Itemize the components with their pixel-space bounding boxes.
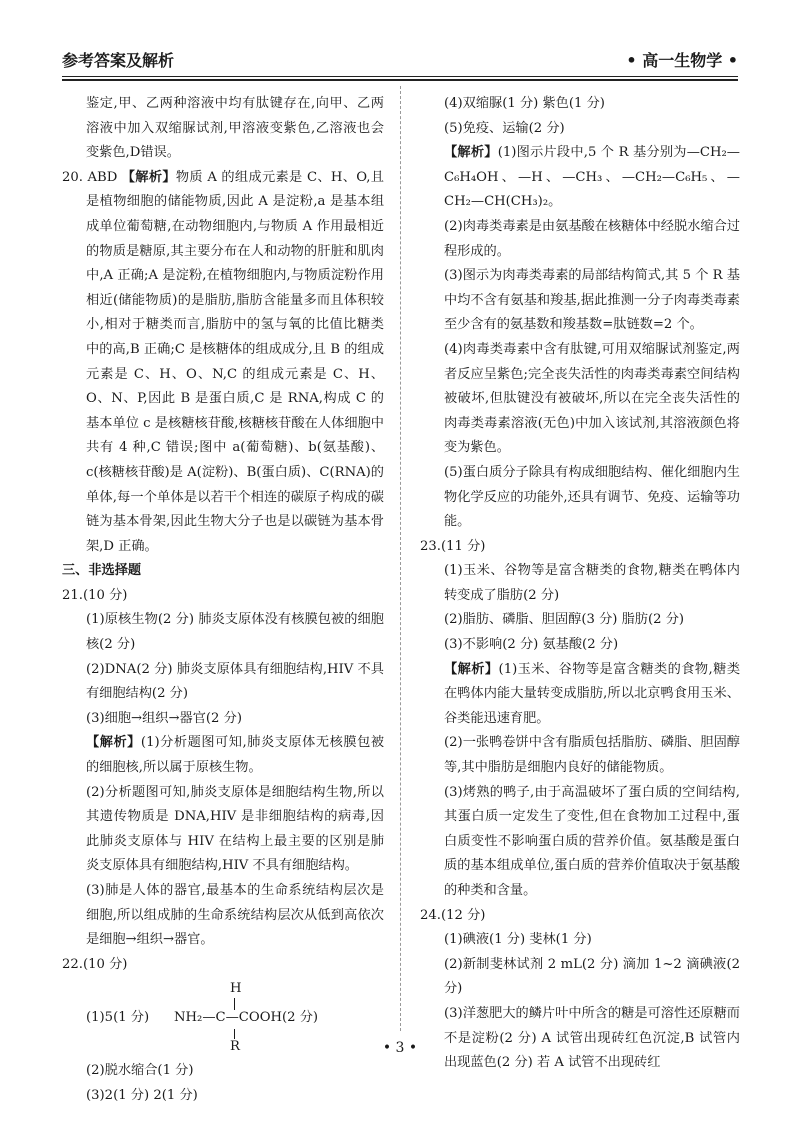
- right-column: [420, 92, 740, 1076]
- q22-analysis-2: (2)肉毒类毒素是由氨基酸在核糖体中经脱水缩合过程形成的。: [444, 218, 740, 259]
- q20-answer: [62, 166, 384, 560]
- q23-analysis-3: (3)烤熟的鸭子,由于高温破坏了蛋白质的空间结构,其蛋白质一定发生了变性,但在食物加工过程中,蛋白质变性不影响蛋白质的营养价值。氨基酸是蛋白质的基本组成单位,蛋白质的营养价值取决于氨基酸的种类和含量。: [444, 784, 740, 898]
- column-divider: [400, 86, 401, 1031]
- page-number: • 3 •: [382, 1040, 418, 1056]
- q21-answer-2: (2)DNA(2 分) 肺炎支原体具有细胞结构,HIV 不具有细胞结构(2 分): [86, 661, 384, 702]
- q23-analysis-1-text: (1)玉米、谷物等是富含糖类的食物,糖类在鸭体内能大量转变成脂肪,所以北京鸭食用玉米、谷类能迅速育肥。: [444, 661, 741, 726]
- q22-analysis-1: [420, 141, 740, 215]
- q22-analysis-3: (3)图示为肉毒类毒素的局部结构简式,其 5 个 R 基中均不含有氨基和羧基,据此推测一分子肉毒类毒素至少含有的氨基数和羧基数=肽链数=2 个。: [444, 268, 740, 333]
- q22-analysis-5: (5)蛋白质分子除具有构成细胞结构、催化细胞内生物化学反应的功能外,还具有调节、免疫、运输等功能。: [444, 464, 740, 530]
- q22-answer-1-label: (1)5(1 分): [86, 1010, 150, 1026]
- q24-answer-1: (1)碘液(1 分) 斐林(1 分): [444, 932, 592, 948]
- q23-heading: 23.(11 分): [420, 538, 486, 554]
- formula-r-group: R: [230, 1039, 240, 1055]
- q23-answer-3: (3)不影响(2 分) 氨基酸(2 分): [444, 637, 619, 653]
- page-header: [62, 44, 738, 74]
- q20-analysis-text: 物质 A 的组成元素是 C、H、O,且是植物细胞的储能物质,因此 A 是淀粉,a 是基本组成单位葡萄糖,在动物细胞内,与物质 A 作用最相近的物质是糖原,其主要分布在人和动物的肝脏和肌肉中,A 正确;A 是淀粉,在植物细胞内,与物质淀粉作用相近(储能物质)的是脂肪,脂肪含能量多而且体积较小,相对于糖类而言,脂肪中的氢与氧的比值比糖类中的高,B 正确;C 是核糖体的组成成分,且 B 的组成元素是 C、H、O、N,C 的组成元素是 C、H、O、N、P,因此 B 是蛋白质,C 是 RNA,构成 C 的基本单位 c 是核糖核苷酸,核糖核苷酸在人体细胞中共有 4 种,C 错误;图中 a(葡萄糖)、b(氨基酸)、c(核糖核苷酸)是 A(淀粉)、B(蛋白质)、C(RNA)的单体,每一个单体是以若干个相连的碳原子构成的碳链为基本骨架,因此生物大分子也是以碳链为基本骨架,D 正确。: [86, 169, 384, 554]
- q19-continuation: 鉴定,甲、乙两种溶液中均有肽键存在,向甲、乙两溶液中加入双缩脲试剂,甲溶液变紫色,乙溶液也会变紫色,D错误。: [86, 96, 384, 161]
- q22-heading: 22.(10 分): [62, 956, 128, 972]
- q21-answer-3: (3)细胞→组织→器官(2 分): [86, 710, 242, 726]
- section-heading: 三、非选择题: [62, 563, 142, 579]
- q20-analysis-tag: 【解析】: [121, 169, 176, 185]
- q22-analysis-4: (4)肉毒类毒素中含有肽键,可用双缩脲试剂鉴定,两者反应呈紫色;完全丧失活性的肉毒类毒素空间结构被破坏,但肽键没有被破坏,所以在完全丧失活性的肉毒类毒素溶液(无色)中加入该试剂,其溶液颜色将变为紫色。: [444, 341, 740, 456]
- q22-answer-3: (3)2(1 分) 2(1 分): [86, 1087, 198, 1103]
- q21-answer-1: (1)原核生物(2 分) 肺炎支原体没有核膜包被的细胞核(2 分): [86, 612, 384, 653]
- q21-analysis-1-text: (1)分析题图可知,肺炎支原体无核膜包被的细胞核,所以属于原核生物。: [86, 735, 385, 776]
- header-title: 参考答案及解析: [62, 51, 175, 70]
- q22-analysis-1-text: (1)图示片段中,5 个 R 基分别为—CH₂—C₆H₄OH、—H、—CH₃、—CH₂—C₆H₅、—CH₂—CH(CH₃)₂。: [444, 145, 740, 210]
- q22-answer-5: (5)免疫、运输(2 分): [444, 120, 565, 136]
- q24-answer-3: (3)洋葱肥大的鳞片叶中所含的糖是可溶性还原糖而不是淀粉(2 分) A 试管出现砖红色沉淀,B 试管内出现蓝色(2 分) 若 A 试管不出现砖红: [444, 1005, 740, 1071]
- q22-answer-2: (2)脱水缩合(1 分): [86, 1063, 194, 1079]
- q21-heading: 21.(10 分): [62, 587, 128, 603]
- q24-answer-2: (2)新制斐林试剂 2 mL(2 分) 滴加 1~2 滴碘液(2 分): [444, 956, 740, 997]
- q23-answer-2: (2)脂肪、磷脂、胆固醇(3 分) 脂肪(2 分): [444, 612, 685, 628]
- q23-analysis-2: (2)一张鸭卷饼中含有脂质包括脂肪、磷脂、胆固醇等,其中脂肪是细胞内良好的储能物质。: [444, 735, 740, 776]
- q21-analysis-3: (3)肺是人体的器官,最基本的生命系统结构层次是细胞,所以组成肺的生命系统结构层次从低到高依次是细胞→组织→器官。: [86, 883, 384, 948]
- formula-main-chain: NH₂—C—COOH(2 分): [174, 1010, 319, 1026]
- q23-analysis-1: [420, 658, 740, 732]
- header-rule-thin: [62, 76, 738, 77]
- q22-answer-4: (4)双缩脲(1 分) 紫色(1 分): [444, 96, 605, 111]
- formula-h-atom: H: [230, 981, 242, 997]
- q24-heading: 24.(12 分): [420, 907, 486, 923]
- q23-answer-1: (1)玉米、谷物等是富含糖类的食物,糖类在鸭体内转变成了脂肪(2 分): [444, 563, 740, 603]
- q23-analysis-tag: 【解析】: [444, 661, 499, 677]
- header-rule-thick: [62, 79, 738, 81]
- header-subject: • 高一生物学 •: [626, 51, 738, 70]
- q21-analysis-2: (2)分析题图可知,肺炎支原体是细胞结构生物,所以其遗传物质是 DNA,HIV 是非细胞结构的病毒,因此肺炎支原体与 HIV 在结构上最主要的区别是肺炎支原体具有细胞结构,HIV 不具有细胞结构。: [86, 784, 384, 874]
- q21-analysis-tag: 【解析】: [86, 735, 141, 751]
- q22-analysis-tag: 【解析】: [444, 145, 498, 161]
- q21-analysis-1: [62, 731, 384, 780]
- q20-number: 20. ABD: [62, 169, 118, 185]
- left-column: [62, 92, 384, 1109]
